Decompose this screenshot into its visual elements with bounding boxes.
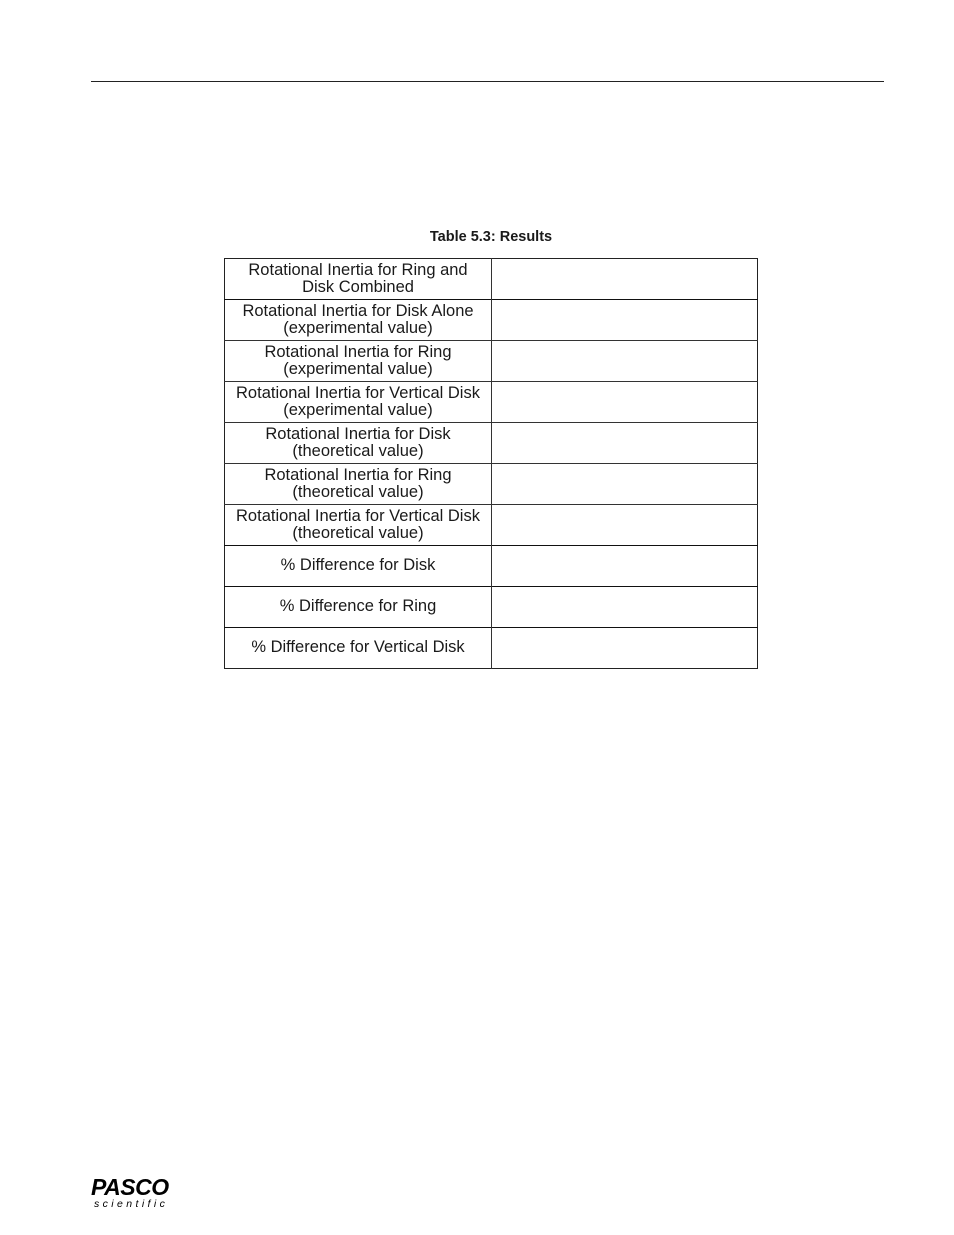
logo-subtext: scientific [94,1198,169,1210]
row-label [225,505,492,546]
header-rule [91,81,884,82]
row-label [225,423,492,464]
row-label-line: Rotational Inertia for Ring and [248,260,468,279]
row-label-line: Rotational Inertia for Vertical Disk [236,506,480,525]
table-row [225,464,758,505]
row-label [225,587,492,628]
row-label [225,382,492,423]
row-label-line: (theoretical value) [292,442,424,460]
row-value [492,546,758,587]
table-row [225,423,758,464]
row-label-line: Rotational Inertia for Disk [265,424,451,443]
row-value [492,341,758,382]
table-row [225,259,758,300]
row-label [225,341,492,382]
row-label-line: (theoretical value) [292,483,424,501]
row-label [225,464,492,505]
table-row [225,382,758,423]
row-value [492,587,758,628]
row-label [225,300,492,341]
row-value [492,464,758,505]
row-label-line: Rotational Inertia for Disk Alone [242,301,474,320]
row-label-line: Rotational Inertia for Vertical Disk [236,383,480,402]
row-value [492,382,758,423]
table-row [225,300,758,341]
row-label [225,259,492,300]
row-value [492,505,758,546]
table-row [225,546,758,587]
results-table [224,258,758,669]
row-value [492,628,758,669]
table-caption: Table 5.3: Results [429,229,553,245]
row-label-line: % Difference for Ring [279,597,437,616]
pasco-logo [91,1176,181,1210]
row-label-line: Disk Combined [302,278,414,296]
row-value [492,300,758,341]
row-label [225,546,492,587]
row-label-line: Rotational Inertia for Ring [264,465,452,484]
logo-mark: PASCO [91,1174,169,1200]
row-label [225,628,492,669]
row-label-line: % Difference for Vertical Disk [251,638,465,657]
table-row [225,505,758,546]
table-row [225,341,758,382]
row-value [492,259,758,300]
row-label-line: (experimental value) [283,319,433,337]
row-label-line: % Difference for Disk [280,556,436,575]
row-label-line: Rotational Inertia for Ring [264,342,452,361]
row-label-line: (theoretical value) [292,524,424,542]
row-label-line: (experimental value) [283,360,433,378]
table-row [225,628,758,669]
row-label-line: (experimental value) [283,401,433,419]
row-value [492,423,758,464]
table-row [225,587,758,628]
